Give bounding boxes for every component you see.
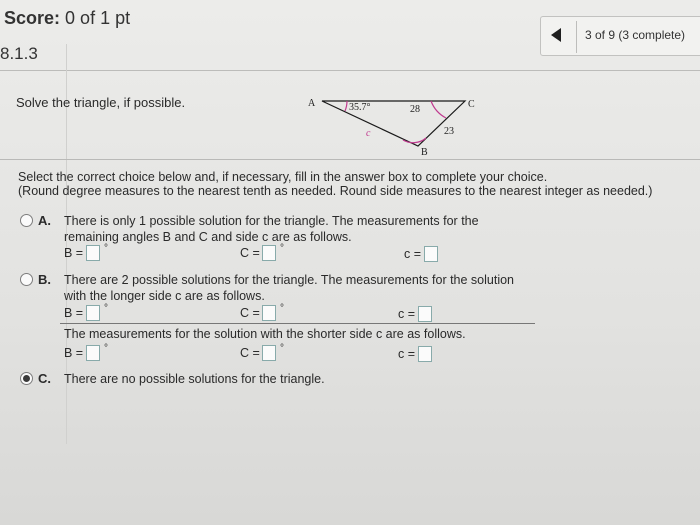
choice-a-b-label: B = (64, 246, 84, 260)
choice-a-c-degree: ° (280, 243, 284, 254)
choice-c-letter: C. (38, 371, 51, 386)
vertex-c-label: C (468, 99, 475, 110)
choice-b-b-degree-1: ° (104, 303, 108, 314)
choice-b-radio[interactable] (20, 273, 33, 286)
nav-divider (576, 21, 577, 53)
vertex-a-label: A (308, 98, 316, 109)
vertex-b-label: B (421, 147, 428, 158)
choice-b-c-degree-1: ° (280, 303, 284, 314)
angle-c-arc (431, 101, 446, 118)
choice-a-angle-c-input[interactable] (262, 245, 276, 261)
choice-b-b-label-2: B = (64, 346, 84, 360)
choice-a-letter: A. (38, 213, 51, 228)
choice-a-radio[interactable] (20, 214, 33, 227)
choice-c-text: There are no possible solutions for the triangle. (64, 372, 325, 386)
choice-a-side-c-input[interactable] (424, 246, 438, 262)
choice-a-angle-b-input[interactable] (86, 245, 100, 261)
choice-c-radio[interactable] (20, 372, 33, 385)
choice-b-text-3: The measurements for the solution with the shorter side c are as follows. (64, 327, 466, 341)
angle-a-arc (345, 101, 347, 111)
score-display (4, 8, 130, 29)
choice-a-side-c-label: c = (404, 247, 422, 261)
choice-b-side-c-label-2: c = (398, 347, 416, 361)
choice-b-text-1: There are 2 possible solutions for the triangle. The measurements for the solution (64, 273, 515, 287)
side-b-value: 28 (410, 104, 420, 115)
choice-b-side-c-label-1: c = (398, 307, 416, 321)
choice-b-c-label-2: C = (240, 346, 260, 360)
choice-a-text-1: There is only 1 possible solution for the triangle. The measurements for the (64, 214, 479, 228)
question-progress[interactable]: 3 of 9 (3 complete) (585, 28, 686, 42)
section-number: 8.1.3 (0, 44, 38, 63)
problem-prompt: Solve the triangle, if possible. (16, 95, 186, 110)
choice-b-text-2: with the longer side c are as follows. (64, 289, 265, 303)
header-divider (0, 70, 700, 71)
choice-b-separator (60, 323, 535, 324)
choice-a-c-label: C = (240, 246, 260, 260)
question-divider (0, 159, 700, 160)
choice-b-b-label-1: B = (64, 306, 84, 320)
choice-b-side-c-input-2[interactable] (418, 346, 432, 362)
instructions-line-2: (Round degree measures to the nearest tenth as needed. Round side measures to the nearest integer as needed.) (18, 184, 653, 198)
score-value: 0 of 1 pt (65, 8, 131, 28)
choice-b-angle-c-input-1[interactable] (262, 305, 276, 321)
side-a-value: 23 (444, 126, 454, 137)
instructions (18, 170, 652, 198)
choice-a-text-2: remaining angles B and C and side c are as follows. (64, 230, 352, 244)
choice-b-angle-b-input-1[interactable] (86, 305, 100, 321)
choice-b-c-degree-2: ° (280, 343, 284, 354)
choice-b-letter: B. (38, 272, 51, 287)
score-label: Score: (4, 8, 61, 28)
choice-b-angle-c-input-2[interactable] (262, 345, 276, 361)
choice-b-c-label-1: C = (240, 306, 260, 320)
triangle-diagram (300, 96, 500, 158)
angle-a-value: 35.7° (349, 102, 371, 113)
choice-a-b-degree: ° (104, 243, 108, 254)
previous-question-icon[interactable] (551, 28, 561, 42)
question-navigator (540, 16, 700, 56)
choice-b-b-degree-2: ° (104, 343, 108, 354)
choice-b-angle-b-input-2[interactable] (86, 345, 100, 361)
instructions-line-1: Select the correct choice below and, if necessary, fill in the answer box to complete your choice. (18, 170, 548, 184)
triangle-shape (322, 101, 465, 146)
side-c-label: c (366, 128, 371, 139)
choice-b-side-c-input-1[interactable] (418, 306, 432, 322)
